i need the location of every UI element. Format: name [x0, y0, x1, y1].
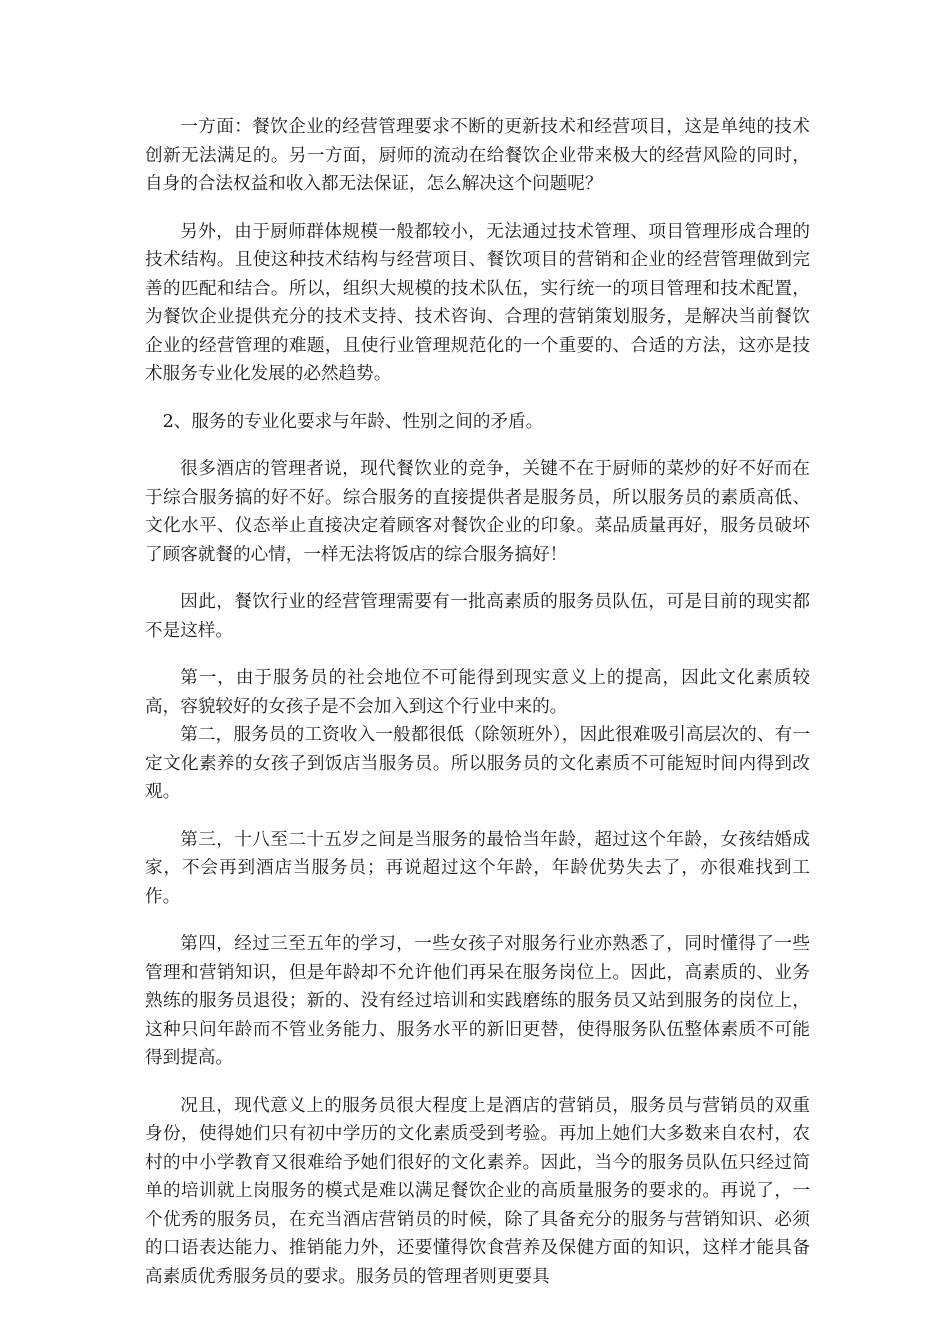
paragraph-point-two: 第二，服务员的工资收入一般都很低（除领班外），因此很难吸引高层次的、有一定文化素养的女孩子到饭店当服务员。所以服务员的文化素质不可能短时间内得到改观。 [145, 725, 810, 802]
paragraph-chef-mobility: 一方面：餐饮企业的经营管理要求不断的更新技术和经营项目，这是单纯的技术创新无法满足的。另一方面，厨师的流动在给餐饮企业带来极大的经营风险的同时，自身的合法权益和收入都无法保证，怎么解决这个问题呢？ [145, 117, 810, 194]
document-body [145, 113, 810, 1291]
paragraph-service-competition: 很多酒店的管理者说，现代餐饮业的竞争，关键不在于厨师的菜炒的好不好而在于综合服务搞的好不好。综合服务的直接提供者是服务员，所以服务员的素质高低、文化水平、仪态举止直接决定着顾客对餐饮企业的印象。菜品质量再好，服务员破坏了顾客就餐的心情，一样无法将饭店的综合服务搞好！ [145, 459, 810, 565]
paragraph-point-three: 第三，十八至二十五岁之间是当服务的最恰当年龄，超过这个年龄，女孩结婚成家，不会再到酒店当服务员；再说超过这个年龄，年龄优势失去了，亦很难找到工作。 [145, 829, 810, 907]
paragraph-technical-structure: 另外，由于厨师群体规模一般都较小，无法通过技术管理、项目管理形成合理的技术结构。且使这种技术结构与经营项目、餐饮项目的营销和企业的经营管理做到完善的匹配和结合。所以，组织大规模的技术队伍，实行统一的项目管理和技术配置，为餐饮企业提供充分的技术支持、技术咨询、合理的营销策划服务，是解决当前餐饮企业的经营管理的难题，且使行业管理规范化的一个重要的、合适的方法，这亦是技术服务专业化发展的必然趋势。 [145, 221, 810, 384]
paragraph-point-one: 第一，由于服务员的社会地位不可能得到现实意义上的提高，因此文化素质较高，容貌较好的女孩子是不会加入到这个行业中来的。 [145, 668, 810, 717]
paragraph-need-quality-staff: 因此，餐饮行业的经营管理需要有一批高素质的服务员队伍，可是目前的现实都不是这样。 [145, 592, 810, 641]
section-heading-service-specialization: 2、服务的专业化要求与年龄、性别之间的矛盾。 [162, 411, 544, 432]
paragraph-point-four: 第四，经过三至五年的学习，一些女孩子对服务行业亦熟悉了，同时懂得了一些管理和营销知识，但是年龄却不允许他们再呆在服务岗位上。因此，高素质的、业务熟练的服务员退役；新的、没有经过培训和实践磨练的服务员又站到服务的岗位上，这种只问年龄而不管业务能力、服务水平的新旧更替，使得服务队伍整体素质不可能得到提高。 [145, 934, 810, 1068]
paragraph-waiter-as-marketer: 况且，现代意义上的服务员很大程度上是酒店的营销员，服务员与营销员的双重身份，使得她们只有初中学历的文化素质受到考验。再加上她们大多数来自农村，农村的中小学教育又很难给予她们很好的文化素养。因此，当今的服务员队伍只经过简单的培训就上岗服务的模式是难以满足餐饮企业的高质量服务的要求的。再说了，一个优秀的服务员，在充当酒店营销员的时候，除了具备充分的服务与营销知识、必须的口语表达能力、推销能力外，还要懂得饮食营养及保健方面的知识，这样才能具备高素质优秀服务员的要求。服务员的管理者则更要具 [145, 1095, 810, 1287]
